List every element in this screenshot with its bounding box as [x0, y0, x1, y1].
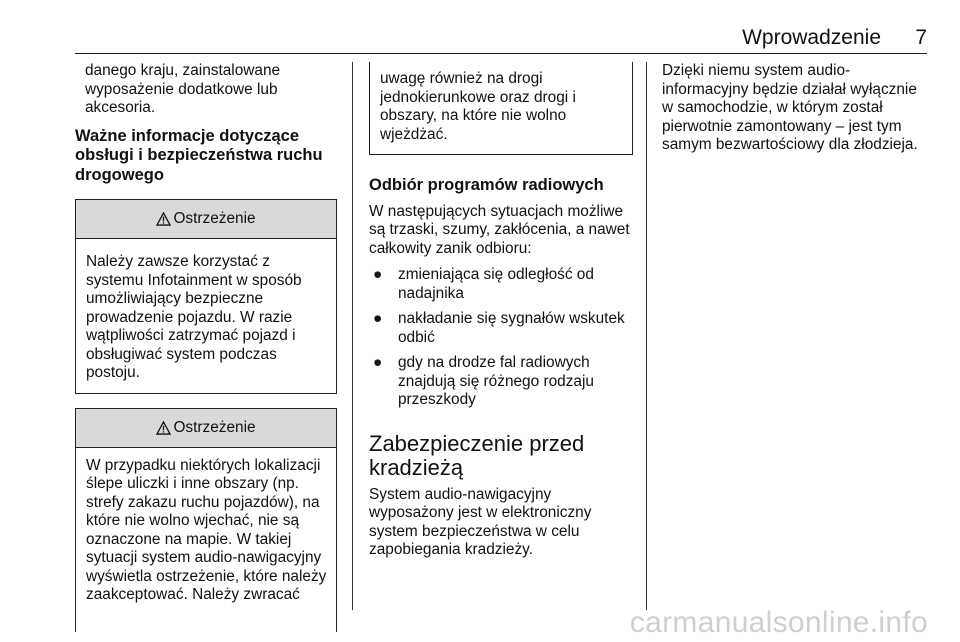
section-heading-safety: Ważne informacje dotyczące obsługi i bezpieczeństwa ruchu drogowego	[75, 126, 323, 184]
page-header	[75, 26, 927, 52]
radio-intro-text: W następujących sytuacjach możliwe są trzaski, szumy, zakłócenia, a nawet całkowity zanik odbioru:	[369, 202, 630, 257]
section-heading-radio: Odbiór programów radiowych	[369, 176, 604, 194]
bullet-icon: ●	[373, 266, 383, 283]
column-divider	[646, 62, 647, 610]
watermark: carmanualsonline.info	[629, 606, 928, 639]
warning-label: Ostrzeżenie	[173, 418, 256, 436]
warning-label: Ostrzeżenie	[173, 210, 256, 227]
warning-box-2	[75, 408, 337, 632]
header-title: Wprowadzenie	[742, 26, 881, 49]
theft-continuation-text: Dzięki niemu system audio-informacyjny będzie działał wyłącznie w samochodzie, w którym został pierwotnie zamontowany – jest tym samym bezwartościowy dla złodzieja.	[662, 62, 918, 153]
column-middle	[369, 62, 633, 560]
warning-box-continuation	[369, 62, 633, 155]
warning-triangle-icon	[156, 212, 171, 226]
header-rule	[75, 53, 927, 54]
warning-box-header	[76, 409, 336, 448]
list-item: ● zmieniająca się odległość od nadajnika	[373, 266, 594, 302]
warning-text: Należy zawsze korzystać z systemu Infotainment w sposób umożliwiający bezpieczne prowadzenie pojazdu. W razie wątpliwości zatrzymać pojazd i obsługiwać system podczas postoju.	[86, 253, 302, 381]
column-left	[75, 62, 337, 632]
warning-text: W przypadku niektórych lokalizacji ślepe uliczki i inne obszary (np. strefy zakazu ruchu pojazdów), na które nie wolno wjechać, nie są oznaczone na mapie. W takiej sytuacji system audio-nawigacyjny wyświetla ostrzeżenie, które należy zaakceptować. Należy zwracać	[86, 456, 327, 603]
warning-triangle-icon	[156, 421, 171, 435]
list-item: ● nakładanie się sygnałów wskutek odbić	[373, 310, 625, 346]
continuation-text: danego kraju, zainstalowane wyposażenie dodatkowe lub akcesoria.	[85, 62, 281, 116]
theft-text: System audio-nawigacyjny wyposażony jest w elektroniczny system bezpieczeństwa w celu zapobiegania kradzieży.	[369, 485, 592, 558]
bullet-icon: ●	[373, 310, 383, 327]
warning-continuation-text: uwagę również na drogi jednokierunkowe oraz drogi i obszary, na które nie wolno wjeżdżać.	[380, 70, 576, 143]
warning-box-1	[75, 199, 337, 394]
column-divider	[352, 62, 353, 610]
warning-box-header	[76, 200, 336, 239]
section-heading-theft: Zabezpieczenie przed kradzieżą	[369, 430, 585, 480]
bullet-icon: ●	[373, 354, 383, 371]
list-item: ● gdy na drodze fal radiowych znajdują się różnego rodzaju przeszkody	[373, 354, 594, 408]
page-number: 7	[915, 26, 927, 49]
bullet-list	[369, 266, 633, 410]
column-right	[662, 62, 928, 155]
